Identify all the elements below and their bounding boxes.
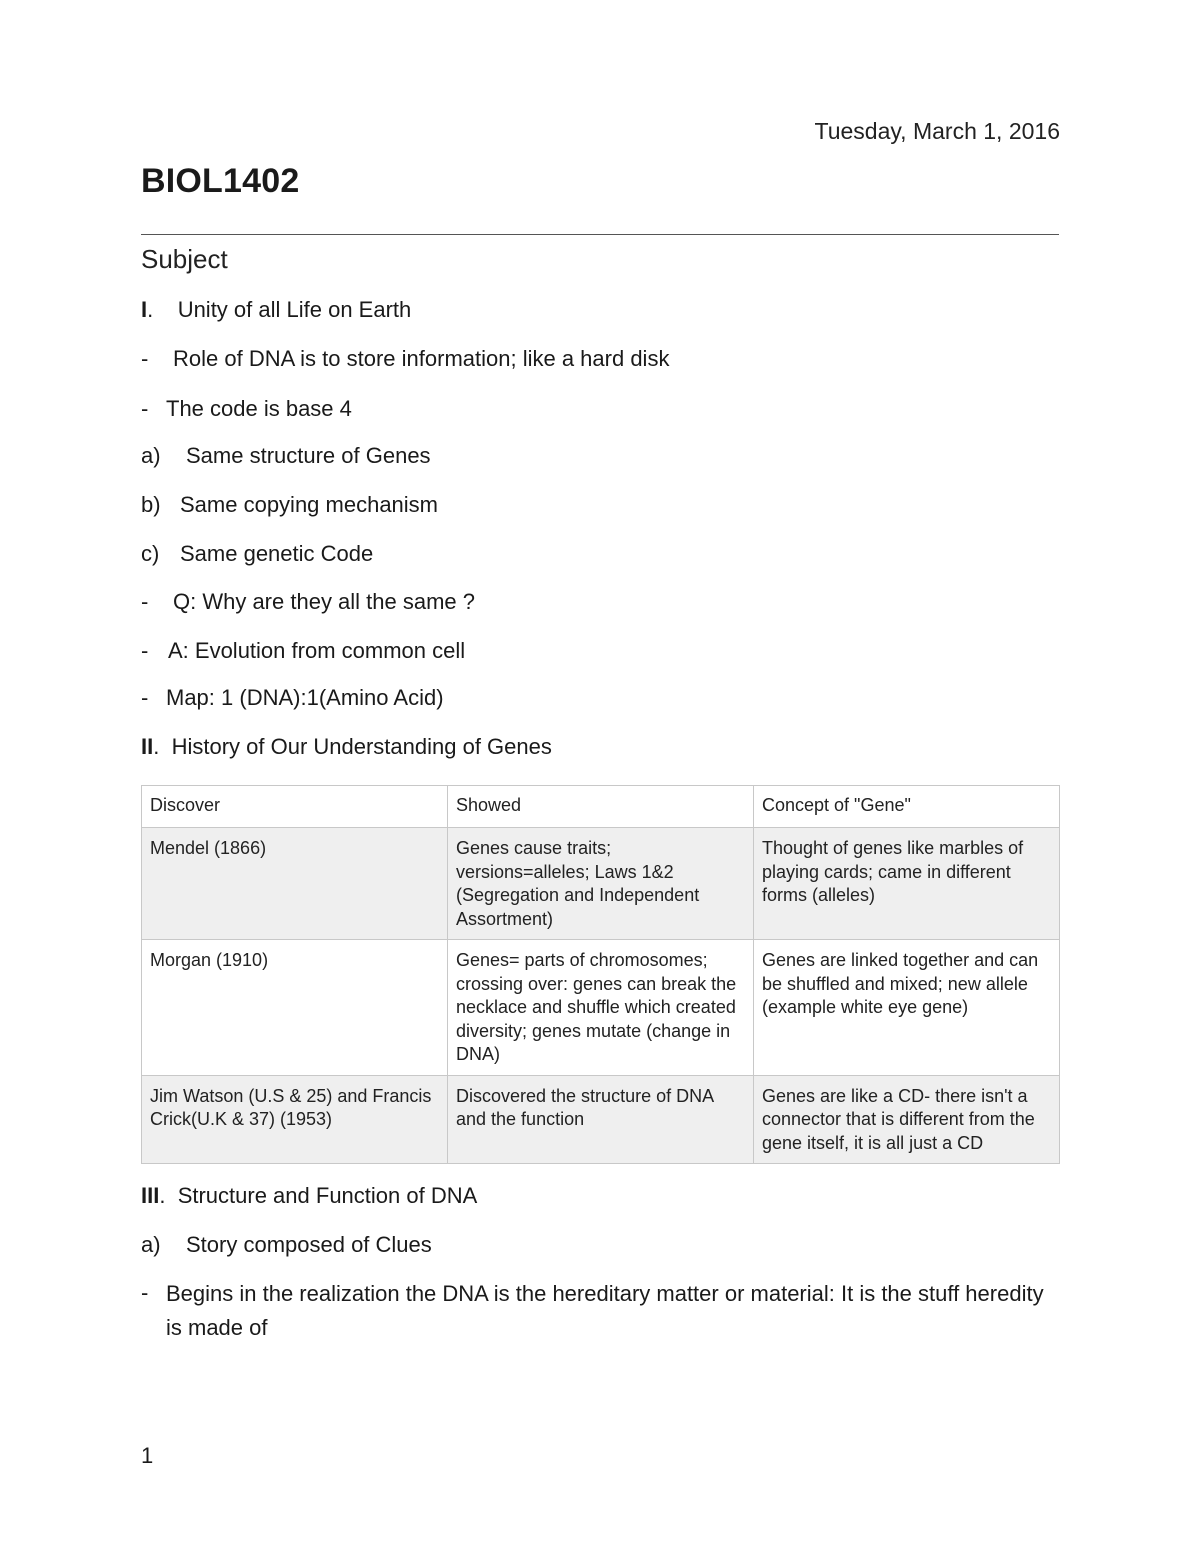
list-item-text: Map: 1 (DNA):1(Amino Acid) [166,685,444,710]
letter-marker: b) [141,492,161,517]
course-title: BIOL1402 [141,162,300,200]
dash-marker: - [141,396,149,421]
list-item [141,541,373,567]
table-cell: Genes cause traits; versions=alleles; Laws 1&2 (Segregation and Independent Assortment) [448,828,754,940]
list-item [141,589,475,615]
list-item-text: Same copying mechanism [180,492,439,517]
dash-marker: - [141,1280,149,1305]
list-item-text: Begins in the realization the DNA is the hereditary matter or material: It is the stuff heredity is made of [166,1281,1044,1340]
header-divider [141,234,1059,235]
subject-heading: Subject [141,244,228,274]
list-item-text: Same genetic Code [180,541,374,566]
table-cell: Genes= parts of chromosomes; crossing over: genes can break the necklace and shuffle which created diversity; genes mutate (change in DNA) [448,940,754,1076]
section-title: Unity of all Life on Earth [177,297,412,322]
column-header: Discover [142,786,448,828]
list-item [141,443,431,469]
letter-marker: a) [141,1232,161,1257]
dash-marker: - [141,638,149,663]
section-title: History of Our Understanding of Genes [171,734,552,759]
page-number: 1 [141,1443,154,1468]
list-item [141,638,465,664]
table-row [142,828,1060,940]
section-heading-unity: I. Unity of all Life on Earth [141,297,412,322]
lecture-date: Tuesday, March 1, 2016 [814,118,1060,144]
list-item [141,492,438,518]
list-item [141,396,352,422]
table-cell: Genes are linked together and can be shuffled and mixed; new allele (example white eye gene) [754,940,1060,1076]
table-cell: Mendel (1866) [142,828,448,940]
table-row [142,1075,1060,1164]
letter-marker: c) [141,541,160,566]
list-item [141,1232,432,1258]
letter-marker: a) [141,443,161,468]
list-item-text: Q: Why are they all the same ? [173,589,476,614]
list-item-text: The code is base 4 [166,396,352,421]
list-item-text: Story composed of Clues [186,1232,432,1257]
table-row [142,940,1060,1076]
table-cell: Discovered the structure of DNA and the function [448,1075,754,1164]
list-item-text: Same structure of Genes [186,443,431,468]
table-cell: Jim Watson (U.S & 25) and Francis Crick(U.K & 37) (1953) [142,1075,448,1164]
list-item [141,346,669,372]
section-heading-history: II. History of Our Understanding of Genes [141,734,552,759]
column-header: Showed [448,786,754,828]
list-item-text: Role of DNA is to store information; like a hard disk [173,346,670,371]
dash-marker: - [141,346,149,371]
table-cell: Thought of genes like marbles of playing cards; came in different forms (alleles) [754,828,1060,940]
dash-marker: - [141,589,149,614]
section-numeral: I [141,297,148,322]
section-title: Structure and Function of DNA [177,1183,478,1208]
list-item-text: A: Evolution from common cell [168,638,466,663]
dash-marker: - [141,685,149,710]
table-cell: Genes are like a CD- there isn't a connector that is different from the gene itself, it is all just a CD [754,1075,1060,1164]
gene-history-table [141,785,1060,1164]
column-header: Concept of "Gene" [754,786,1060,828]
section-numeral: II [141,734,154,759]
table-header-row [142,786,1060,828]
section-numeral: III [141,1183,160,1208]
list-item [141,685,444,711]
section-heading-structure: III. Structure and Function of DNA [141,1183,478,1208]
table-cell: Morgan (1910) [142,940,448,1076]
